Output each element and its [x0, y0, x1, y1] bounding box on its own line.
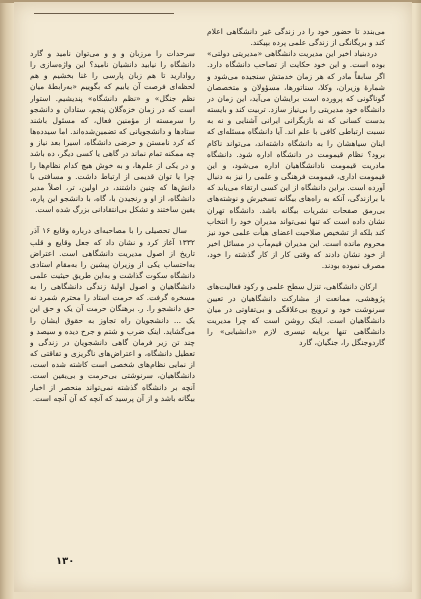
- left-column: [30, 48, 195, 556]
- left-paragraph-2: سال تحصیلی را با مصاحبه‌ای درباره وقایع ۱۶ آذر ۱۳۳۲ آغاز کرد و نشان داد که جعل وقایع و قلب تاریخ از اصول مدیریت دانشگاهی است. اعتراض به‌احتساب یکی از وزیران پیشین را به‌مقام استادی دانشگاه سکوت گذاشت و به‌این طریق حیثیت علمی دانشگاهیان و اصول اولیهٔ زندگی دانشگاهی را به مسخره گرفت. که حرمت استاد را محترم شمرد نه حق دانشجو را. ر. برهنگان حرمت آن یک و حق این یک ... دانشجویان راه تجاوز به حقوق ایشان را می‌گشاید. اینک ضرب و شتم و جرح دیده و سیصد و چند تن زیر فرمان گاهی دانشجویان در زندگی و تعطیل دانشگاه، و اعتراض‌های ناگریزی و تفاقتی که از نمایی نظام‌های شخصی است کاشته شده است، دانشگاهیان، سرنوشتی بی‌حرمت و بی‌یقین‌ است. آنچه بر دانشگاه گذشته نمی‌تواند منحصر از اخبار بیگانه باشد و از آن پرسید که آنچه که آن آنچه است.: [30, 226, 195, 403]
- edge-shade: [415, 0, 421, 599]
- right-paragraph-3: ارکان دانشگاهی، تنزل سطح علمی و رکود فعالیت‌های پژوهشی، ممانعت از مشارکت دانشگاهیان در تعیین سرنوشت خود و ترویج بی‌علاقگی و بی‌تفاوتی در میان دانشگاهیان است. اینک روشن است که چرا مدیریت دانشگاهی تنها برپایه تیسری لازم «دانشیابی» را گاردوجنگل را، جنگیان، گارد: [207, 282, 385, 348]
- left-paragraph-1: سرحدات را مرزبان و و و می‌توان نامید و گارد دانشگاه را نیابید دانشیان نامید؟ این واژه‌سازی را روادارید تا هم زبان پارسی را غنا بخشیم و هم لحظه‌ای فرصت آن یابیم که بگوییم «به‌رابطهٔ میان نظم جنگل» و «نظم دانشگاه» پندیشیم. استوار است که در زمان خزه‌گلان پنجم، ستادان و دانشجو را سرمسته از مؤمنین فعال، که مسئول باشند ستادها و دانشجویانی که تضمین‌شده‌اند. اما سیدده‌ها که کرد نامستن و حرضی دانشگاه، اسیرا بعد نیاز و چه ممکنه تمام نماند در گاهی یا کسی دیگر، ده باشد و در یکی از علم‌ها، و به خوش هیچ کدام نظام‌ها را چرا یا توان قدیمی از ارتباط داشت. و مسافتی با دانش‌ها که چنین داشتند، در اولین، تر، اصلاً مدیر دانشگاه، از او و رنجیدن با، گاه، با دانشجو این پاره، یقین ساختند و تشکل بی‌انتقادانی بزرگ شده است.: [30, 49, 195, 215]
- right-paragraph-2: درد‌بنیاد اخیر این مدیریت دانشگاهی «مدیریتی دولتی» بوده است. و این خود حکایت از تصاحب دانشگاه دارد. اگر سابقاً مادر که هر زمان خدمتش سنجیده می‌شود و شمارهٔ وزیران، وکلا، سناتورها، مسؤولان و متخصصان گوناگونی که پرورده است برایشان می‌آید، این زمان در دانشگاه خود مدیریتی را بی‌نیاز سازد. تربیت کند و بایسته بدست کسانی که نه بازیگرانی ایرانی آشنایی و نه به نسبت ارتباطی کافی با علم اند. آیا دانشگاه مسئله‌ای که اینان سیاهشان را به دانشگاه داشته‌اند، می‌تواند ناکام برود؟ نظام قیمومت در دانشگاه اداره شود. دانشگاه مادریت قیمومت نادانشگاهیان اداره می‌شود، و این قیمومت اداری، قیمومت فرهنگی و علمی را نیز به دنبال آورده است. براین دانشگاه از این کسی ارتقاء می‌یابد که با برازندگی، آنکه به راه‌های بیگانه تسخیرش و نوشته‌های بی‌رمق صفحات نشریات بیگانه باشد. دانشگاه تهران نشان داده است که تنها نمی‌تواند مدیران خود را انتخاب کند بلکه از تشخیص صلاحیت اعضای هیأت علمی خود نیز محروم مانده است. این مدیران قیم‌مآب در مسائل اخیر از خود نشان دادند که وقتی کار از کار گذشته را خود، مصرف نموده بودند.: [207, 49, 385, 271]
- right-column: [207, 26, 385, 556]
- right-paragraph-1: می‌بندد تا حضور خود را در زندگی غیر دانشگاهی اعلام کند و بریگانگی از زندگی علمی پرده بپیکند.: [207, 27, 385, 48]
- page-number: ۱۳۰: [56, 556, 75, 567]
- top-rule: [34, 13, 174, 14]
